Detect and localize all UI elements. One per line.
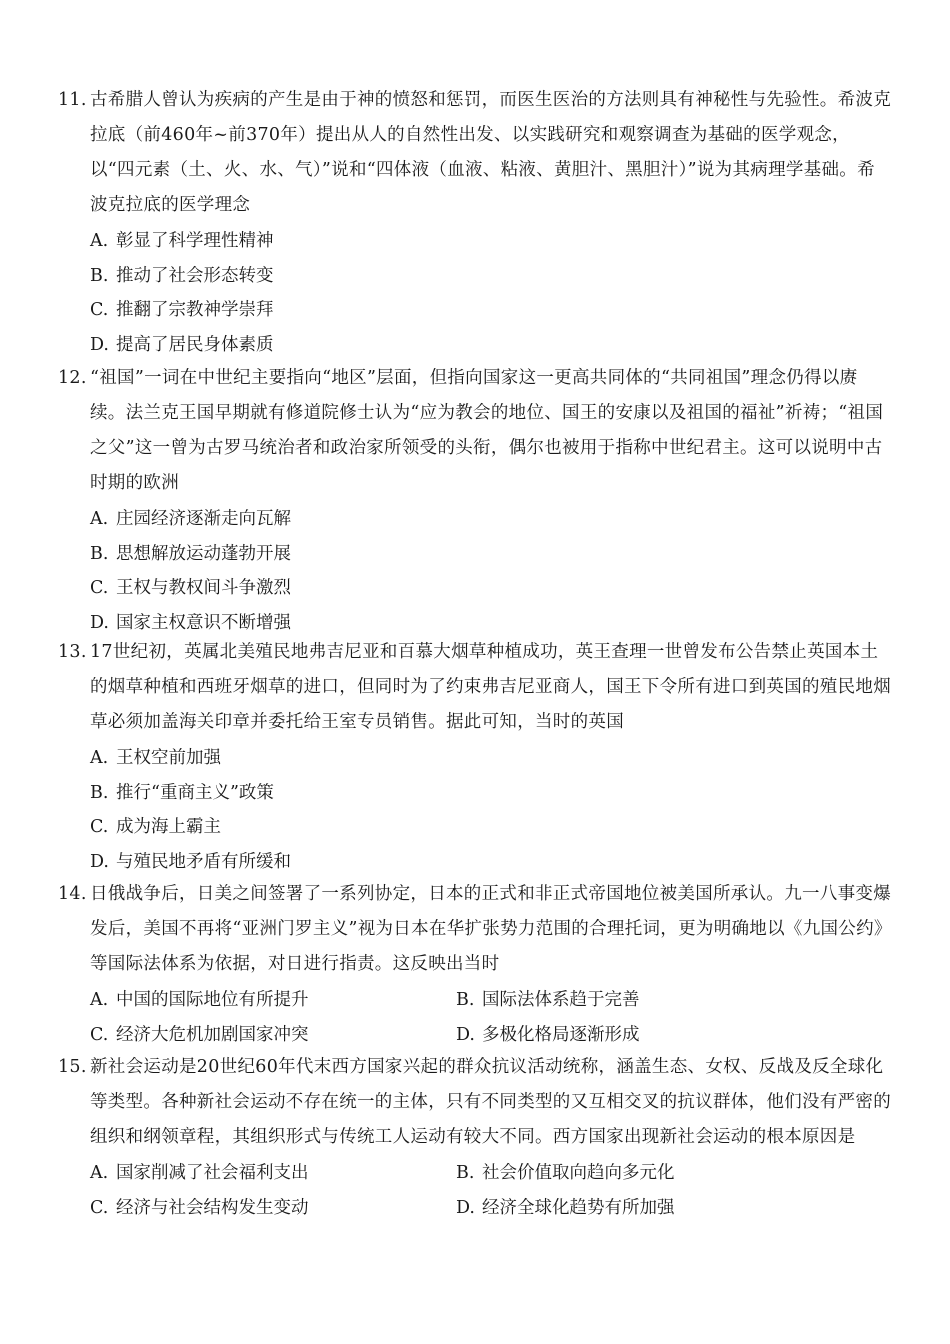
option-text: 多极化格局逐渐形成 (482, 1024, 640, 1045)
option-list (58, 502, 892, 640)
question-number: 14. (58, 884, 87, 904)
question-12 (58, 361, 892, 640)
question-13 (58, 635, 892, 879)
option-b (90, 259, 892, 294)
option-letter: C. (90, 817, 109, 838)
question-number: 15. (58, 1057, 87, 1077)
option-letter: A. (90, 748, 109, 768)
option-text: 提高了居民身体素质 (116, 334, 274, 355)
option-a (90, 983, 456, 1018)
option-letter: B. (456, 990, 475, 1010)
option-letter: A. (90, 990, 109, 1010)
option-row (58, 983, 892, 1018)
option-letter: D. (90, 334, 109, 355)
option-letter: B. (90, 782, 109, 803)
option-letter: D. (456, 1197, 475, 1218)
option-d (90, 845, 892, 880)
option-text: 经济全球化趋势有所加强 (482, 1197, 675, 1218)
option-d (456, 1018, 822, 1053)
option-c (90, 1191, 456, 1226)
option-letter: B. (90, 543, 109, 564)
option-row (58, 1018, 892, 1053)
option-text: 彰显了科学理性精神 (116, 231, 274, 251)
option-text: 与殖民地矛盾有所缓和 (116, 851, 291, 872)
option-letter: A. (90, 509, 109, 529)
option-a (90, 1156, 456, 1191)
question-11 (58, 83, 892, 362)
option-b (90, 537, 892, 572)
option-letter: B. (456, 1163, 475, 1183)
option-text: 庄园经济逐渐走向瓦解 (116, 509, 291, 529)
option-letter: C. (90, 300, 109, 321)
option-text: 王权空前加强 (116, 748, 221, 768)
option-text: 经济大危机加剧国家冲突 (116, 1024, 309, 1045)
option-letter: D. (90, 851, 109, 872)
option-text: 国际法体系趋于完善 (482, 990, 640, 1010)
question-stem (58, 361, 892, 501)
option-b (456, 983, 822, 1018)
option-a (90, 741, 892, 776)
option-letter: C. (90, 578, 109, 599)
question-14 (58, 877, 892, 1052)
question-stem (58, 877, 892, 982)
question-number: 13. (58, 642, 87, 662)
option-text: 王权与教权间斗争激烈 (116, 578, 291, 599)
option-text: 国家主权意识不断增强 (116, 612, 291, 633)
question-number: 12. (58, 368, 87, 388)
option-text: 经济与社会结构发生变动 (116, 1197, 309, 1218)
option-c (90, 293, 892, 328)
question-text: 日俄战争后，日美之间签署了一系列协定，日本的正式和非正式帝国地位被美国所承认。九一八事变爆发后，美国不再将“亚洲门罗主义”视为日本在华扩张势力范围的合理托词，更为明确地以《九国公约》等国际法体系为依据，对日进行指责。这反映出当时 (90, 884, 892, 974)
question-text: 17世纪初，英属北美殖民地弗吉尼亚和百慕大烟草种植成功，英王查理一世曾发布公告禁止英国本土的烟草种植和西班牙烟草的进口，但同时为了约束弗吉尼亚商人，国王下令所有进口到英国的殖民地烟草必须加盖海关印章并委托给王室专员销售。据此可知，当时的英国 (90, 642, 891, 732)
option-letter: D. (456, 1024, 475, 1045)
option-text: 思想解放运动蓬勃开展 (116, 543, 291, 564)
option-c (90, 810, 892, 845)
option-text: 社会价值取向趋向多元化 (482, 1163, 675, 1183)
option-list (58, 741, 892, 879)
question-stem (58, 635, 892, 740)
option-text: 推行“重商主义”政策 (116, 782, 274, 803)
option-b (90, 776, 892, 811)
question-stem (58, 83, 892, 223)
option-letter: D. (90, 612, 109, 633)
question-number: 11. (58, 90, 87, 110)
option-c (90, 571, 892, 606)
option-d (90, 328, 892, 363)
option-text: 推翻了宗教神学崇拜 (116, 300, 274, 321)
option-a (90, 224, 892, 259)
option-letter: C. (90, 1197, 109, 1218)
option-text: 中国的国际地位有所提升 (116, 990, 309, 1010)
option-letter: A. (90, 231, 109, 251)
option-row (58, 1156, 892, 1191)
option-text: 国家削减了社会福利支出 (116, 1163, 309, 1183)
question-15 (58, 1050, 892, 1225)
option-d (456, 1191, 822, 1226)
option-text: 成为海上霸主 (116, 817, 221, 838)
question-text: 新社会运动是20世纪60年代末西方国家兴起的群众抗议活动统称，涵盖生态、女权、反战及反全球化等类型。各种新社会运动不存在统一的主体，只有不同类型的又互相交叉的抗议群体，他们没有严密的组织和纲领章程，其组织形式与传统工人运动有较大不同。西方国家出现新社会运动的根本原因是 (90, 1057, 891, 1147)
option-text: 推动了社会形态转变 (116, 265, 274, 286)
option-letter: C. (90, 1024, 109, 1045)
option-list (58, 224, 892, 362)
option-b (456, 1156, 822, 1191)
question-text: 古希腊人曾认为疾病的产生是由于神的愤怒和惩罚，而医生医治的方法则具有神秘性与先验性。希波克拉底（前460年~前370年）提出从人的自然性出发、以实践研究和观察调查为基础的医学观念，以“四元素（土、火、水、气）”说和“四体液（血液、粘液、黄胆汁、黑胆汁）”说为其病理学基础。希波克拉底的医学理念 (90, 90, 891, 215)
option-row (58, 1191, 892, 1226)
question-stem (58, 1050, 892, 1155)
question-text: “祖国”一词在中世纪主要指向“地区”层面，但指向国家这一更高共同体的“共同祖国”理念仍得以赓续。法兰克王国早期就有修道院修士认为“应为教会的地位、国王的安康以及祖国的福祉”祈祷；“祖国之父”这一曾为古罗马统治者和政治家所领受的头衔，偶尔也被用于指称中世纪君主。这可以说明中古时期的欧洲 (90, 368, 884, 493)
option-a (90, 502, 892, 537)
option-c (90, 1018, 456, 1053)
option-letter: B. (90, 265, 109, 286)
option-letter: A. (90, 1163, 109, 1183)
